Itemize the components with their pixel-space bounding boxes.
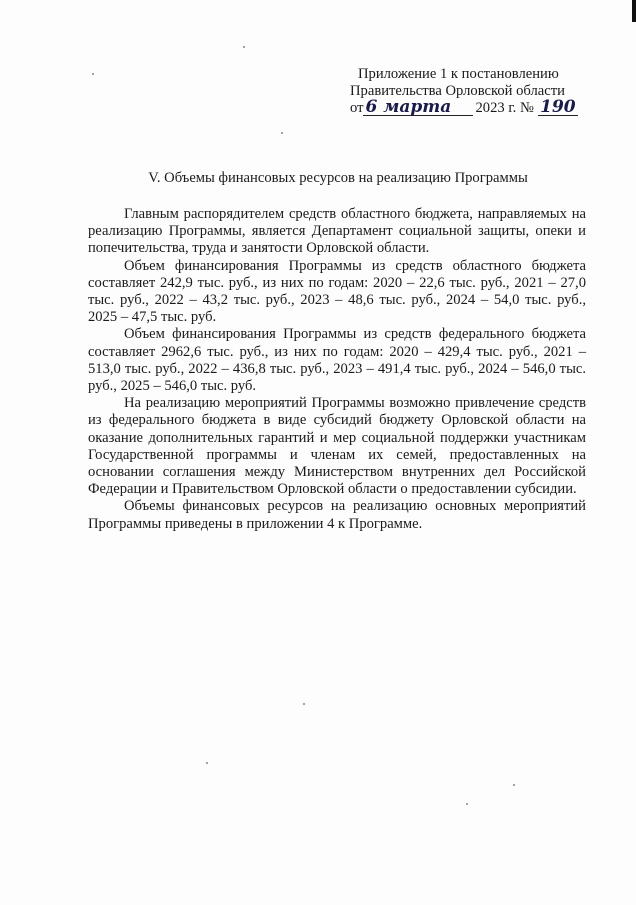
appendix-line-1: Приложение 1 к постановлению [358,66,559,82]
paragraph-4: На реализацию мероприятий Программы возможно привлечение средств из федерального бюджета в виде субсидий бюджету Орловской области на оказание дополнительных гарантий и мер социальной поддержки участникам Государственной программы и членам их семей, предоставленных на основании соглашения между Министерством внутренних дел Российской Федерации и Правительством Орловской области о предоставлении субсидии. [88,395,586,498]
from-prefix: от [350,100,364,116]
scan-speck [92,73,94,75]
scan-speck [303,703,305,705]
section-title: V. Объемы финансовых ресурсов на реализацию Программы [148,170,528,186]
scan-speck [243,46,245,48]
paragraph-3: Объем финансирования Программы из средств федерального бюджета составляет 2962,6 тыс. руб., из них по годам: 2020 – 429,4 тыс. руб., 2021 – 513,0 тыс. руб., 2022 – 436,8 тыс. руб., 2023 – 491,4 тыс. руб., 2024 – 546,0 тыс. руб., 2025 – 546,0 тыс. руб. [88,326,586,395]
appendix-date-line [350,97,600,117]
year-number-label: 2023 г. № [475,100,534,116]
paragraph-5: Объемы финансовых ресурсов на реализацию основных мероприятий Программы приведены в приложении 4 к Программе. [88,498,586,532]
handwritten-date: 6 марта [363,100,473,116]
scan-speck [513,784,515,786]
paragraph-1: Главным распорядителем средств областного бюджета, направляемых на реализацию Программы, является Департамент социальной защиты, опеки и попечительства, труда и занятости Орловской области. [88,206,586,257]
scan-speck [206,762,208,764]
scan-speck [281,132,283,134]
scan-speck [466,803,468,805]
appendix-header [350,66,600,117]
paragraph-2: Объем финансирования Программы из средств областного бюджета составляет 242,9 тыс. руб., из них по годам: 2020 – 22,6 тыс. руб., 2021 – 27,0 тыс. руб., 2022 – 43,2 тыс. руб., 2023 – 48,6 тыс. руб., 2024 – 54,0 тыс. руб., 2025 – 47,5 тыс. руб. [88,257,586,326]
handwritten-number: 190 [538,100,578,116]
scan-edge-mark [632,0,636,22]
document-body [88,206,586,533]
appendix-line-2: Правительства Орловской области [350,83,565,99]
